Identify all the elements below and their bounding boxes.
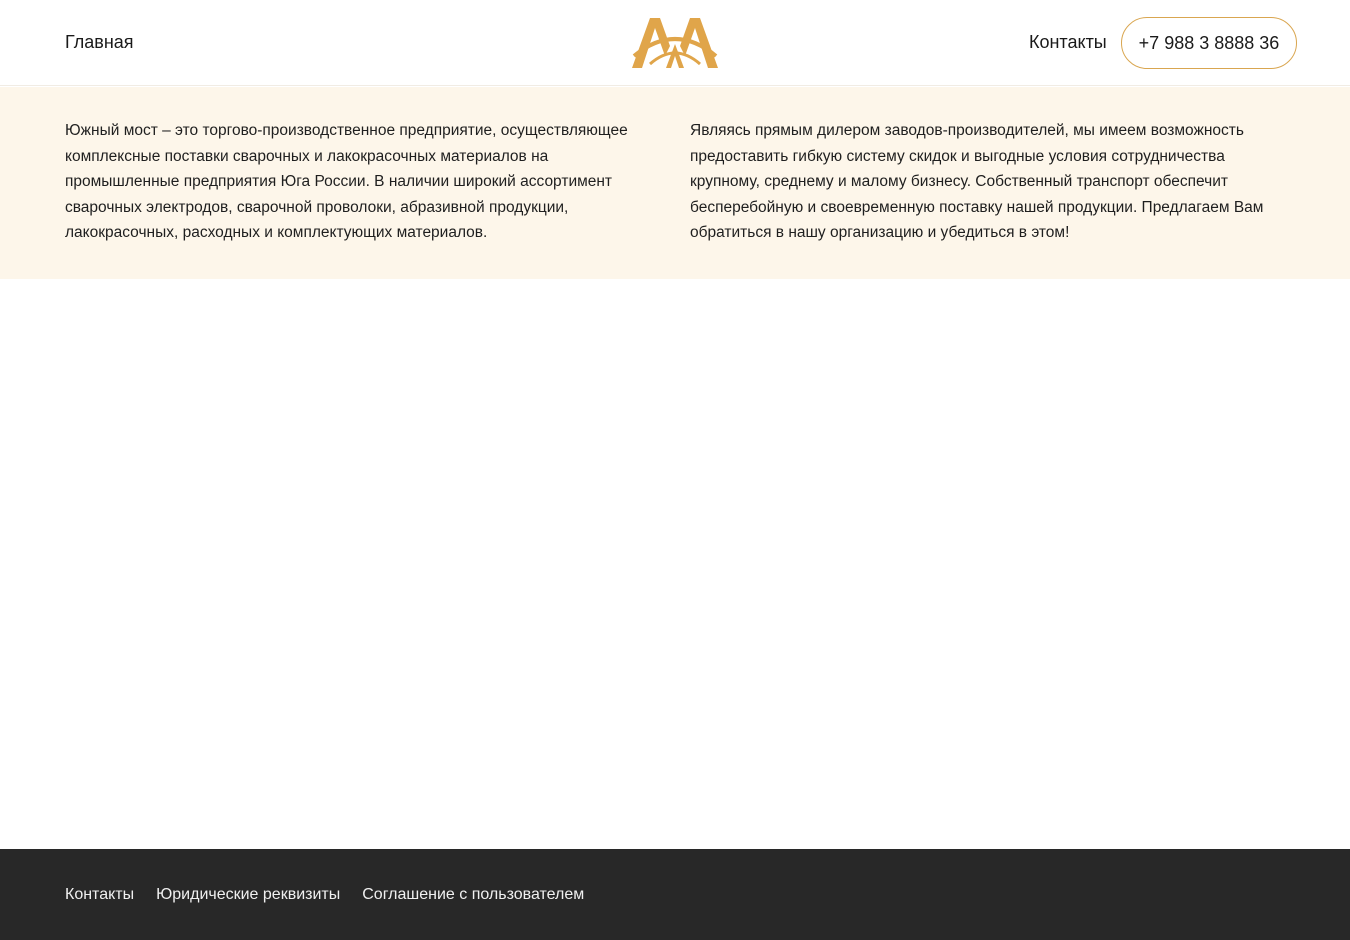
footer-nav [65, 885, 584, 905]
intro-text-right: Являясь прямым дилером заводов-производителей, мы имеем возможность предоставить гибкую систему скидок и выгодные условия сотрудничества крупному, среднему и малому бизнесу. Собственный транспорт обеспечит бесперебойную и своевременную поставку нашей продукции. Предлагаем Вам обратиться в нашу организацию и убедиться в этом! [690, 122, 1264, 241]
bridge-logo-icon[interactable] [630, 16, 720, 70]
intro-section [0, 87, 1350, 279]
footer-link-user-agreement[interactable]: Соглашение с пользователем [362, 886, 585, 903]
footer-link-legal-details[interactable]: Юридические реквизиты [156, 886, 341, 903]
nav-home-link[interactable]: Главная [65, 32, 134, 52]
footer-link-contacts[interactable]: Контакты [65, 886, 135, 903]
intro-text-left: Южный мост – это торгово-производственное предприятие, осуществляющее комплексные поставки сварочных и лакокрасочных материалов на промышленные предприятия Юга России. В наличии широкий ассортимент сварочных электродов, сварочной проволоки, абразивной продукции, лакокрасочных, расходных и комплектующих материалов. [65, 122, 628, 241]
nav-contacts-link[interactable]: Контакты [1029, 32, 1107, 52]
phone-button[interactable]: +7 988 3 8888 36 [1121, 17, 1297, 69]
site-footer [0, 849, 1350, 940]
site-header [0, 0, 1350, 86]
